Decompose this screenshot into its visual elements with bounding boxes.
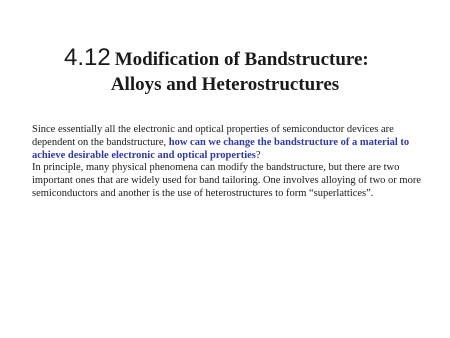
- paragraph-1-end: ?: [255, 149, 261, 161]
- paragraph-2: In principle, many physical phenomena can modify the bandstructure, but there are two important ones that are widely used for band tailoring. One involves alloying of two or more semiconductors and another is the use of heterostructures to form “superlattices”.: [32, 162, 421, 199]
- title-line-2: Alloys and Heterostructures: [110, 74, 340, 95]
- highlighted-question: how can we change the bandstructure of a material to achieve desirable electronic and optical properties: [32, 136, 410, 161]
- paragraph-1-intro: Since essentially all the electronic and optical properties of semiconductor devices are dependent on the bandstructure,: [32, 124, 394, 148]
- paragraph-1: [32, 124, 437, 162]
- title-line-1: Modification of Bandstructure:: [114, 49, 369, 70]
- slide-body: [32, 124, 437, 201]
- section-number: 4.12: [64, 44, 111, 71]
